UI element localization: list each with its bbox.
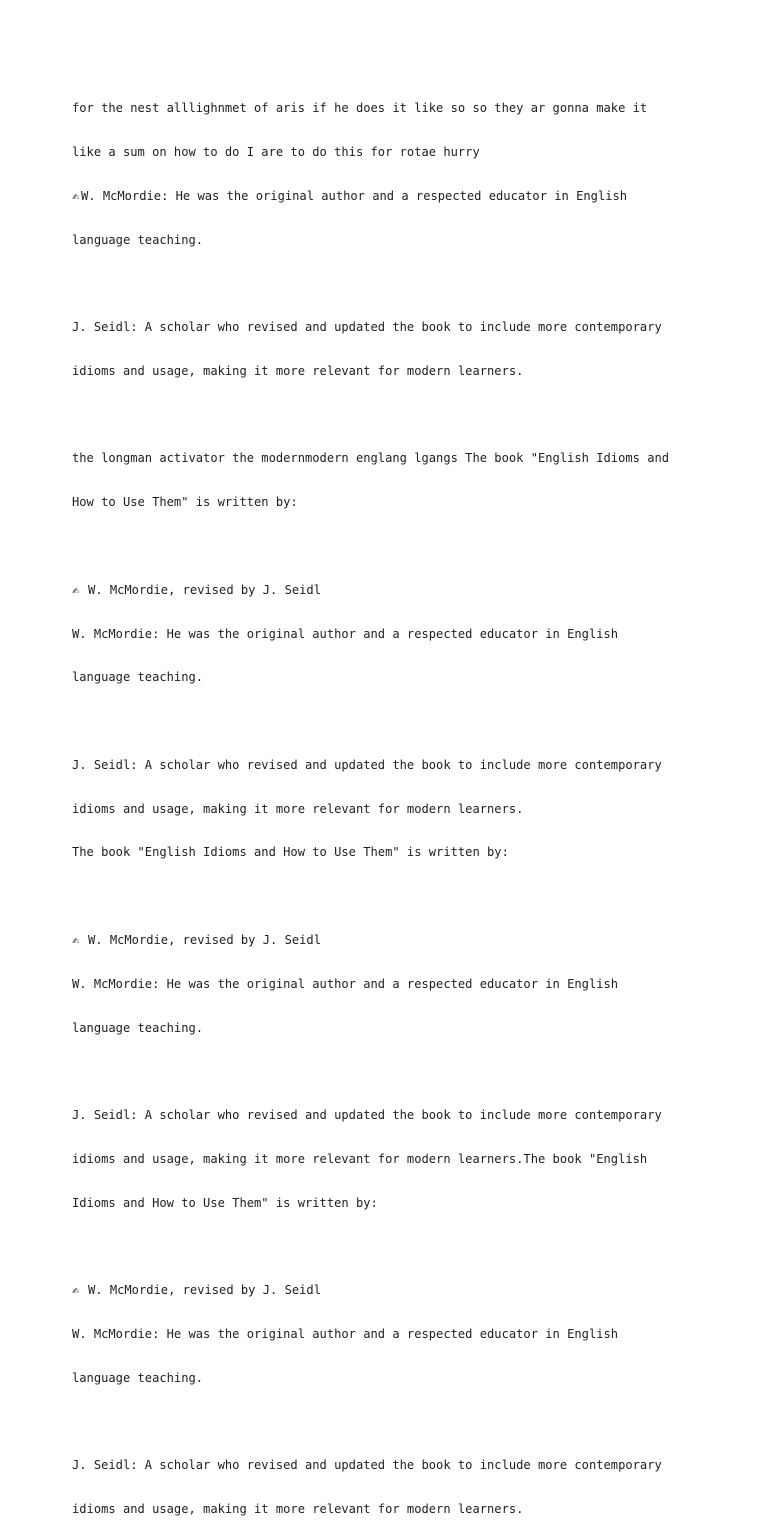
text-line-content: W. McMordie, revised by J. Seidl (88, 582, 321, 597)
text-line: language teaching. (72, 232, 204, 247)
text-line: W. McMordie: He was the original author and a respected educator in English (72, 976, 619, 991)
text-line-with-icon (72, 583, 702, 598)
blank-line (72, 889, 702, 904)
blank-line (72, 276, 702, 291)
text-line: J. Seidl: A scholar who revised and updated the book to include more contemporary (72, 757, 662, 772)
text-line: The book "English Idioms and How to Use Them" is written by: (72, 845, 509, 860)
text-line: J. Seidl: A scholar who revised and updated the book to include more contemporary (72, 320, 662, 335)
blank-line (72, 1415, 702, 1430)
text-line: J. Seidl: A scholar who revised and updated the book to include more contemporary (72, 1108, 662, 1123)
writing-hand-icon: ✍ (72, 933, 80, 948)
text-line: idioms and usage, making it more relevant for modern learners. (72, 801, 524, 816)
blank-line (72, 714, 702, 729)
text-line: language teaching. (72, 670, 204, 685)
text-line: language teaching. (72, 1020, 204, 1035)
text-line: W. McMordie: He was the original author and a respected educator in English (72, 1327, 619, 1342)
blank-line (72, 1064, 702, 1079)
text-line-content: W. McMordie: He was the original author and a respected educator in English (81, 188, 628, 203)
writing-hand-icon: ✍ (72, 188, 80, 203)
text-line: Idioms and How to Use Them" is written by: (72, 1195, 378, 1210)
text-line: idioms and usage, making it more relevant for modern learners.The book "English (72, 1151, 648, 1166)
text-line: for the nest alllighnmet of aris if he does it like so so they ar gonna make it (72, 101, 648, 116)
text-line-content: W. McMordie, revised by J. Seidl (88, 1283, 321, 1298)
text-line-content: W. McMordie, revised by J. Seidl (88, 933, 321, 948)
text-line-with-icon (72, 933, 702, 948)
text-line: J. Seidl: A scholar who revised and updated the book to include more contemporary (72, 1458, 662, 1473)
text-line-with-icon (72, 1283, 702, 1298)
text-line: W. McMordie: He was the original author and a respected educator in English (72, 626, 619, 641)
text-line: language teaching. (72, 1370, 204, 1385)
blank-line (72, 1240, 702, 1255)
blank-line (72, 408, 702, 423)
text-line: like a sum on how to do I are to do this for rotae hurry (72, 144, 480, 159)
blank-line (72, 539, 702, 554)
document-page (72, 72, 702, 1531)
text-line: How to Use Them" is written by: (72, 495, 298, 510)
text-line: the longman activator the modernmodern englang lgangs The book "English Idioms and (72, 451, 670, 466)
writing-hand-icon: ✍ (72, 1283, 80, 1298)
writing-hand-icon: ✍ (72, 582, 80, 597)
text-line: idioms and usage, making it more relevant for modern learners. (72, 363, 524, 378)
text-line-with-icon (72, 189, 702, 204)
text-line: idioms and usage, making it more relevant for modern learners. (72, 1502, 524, 1517)
